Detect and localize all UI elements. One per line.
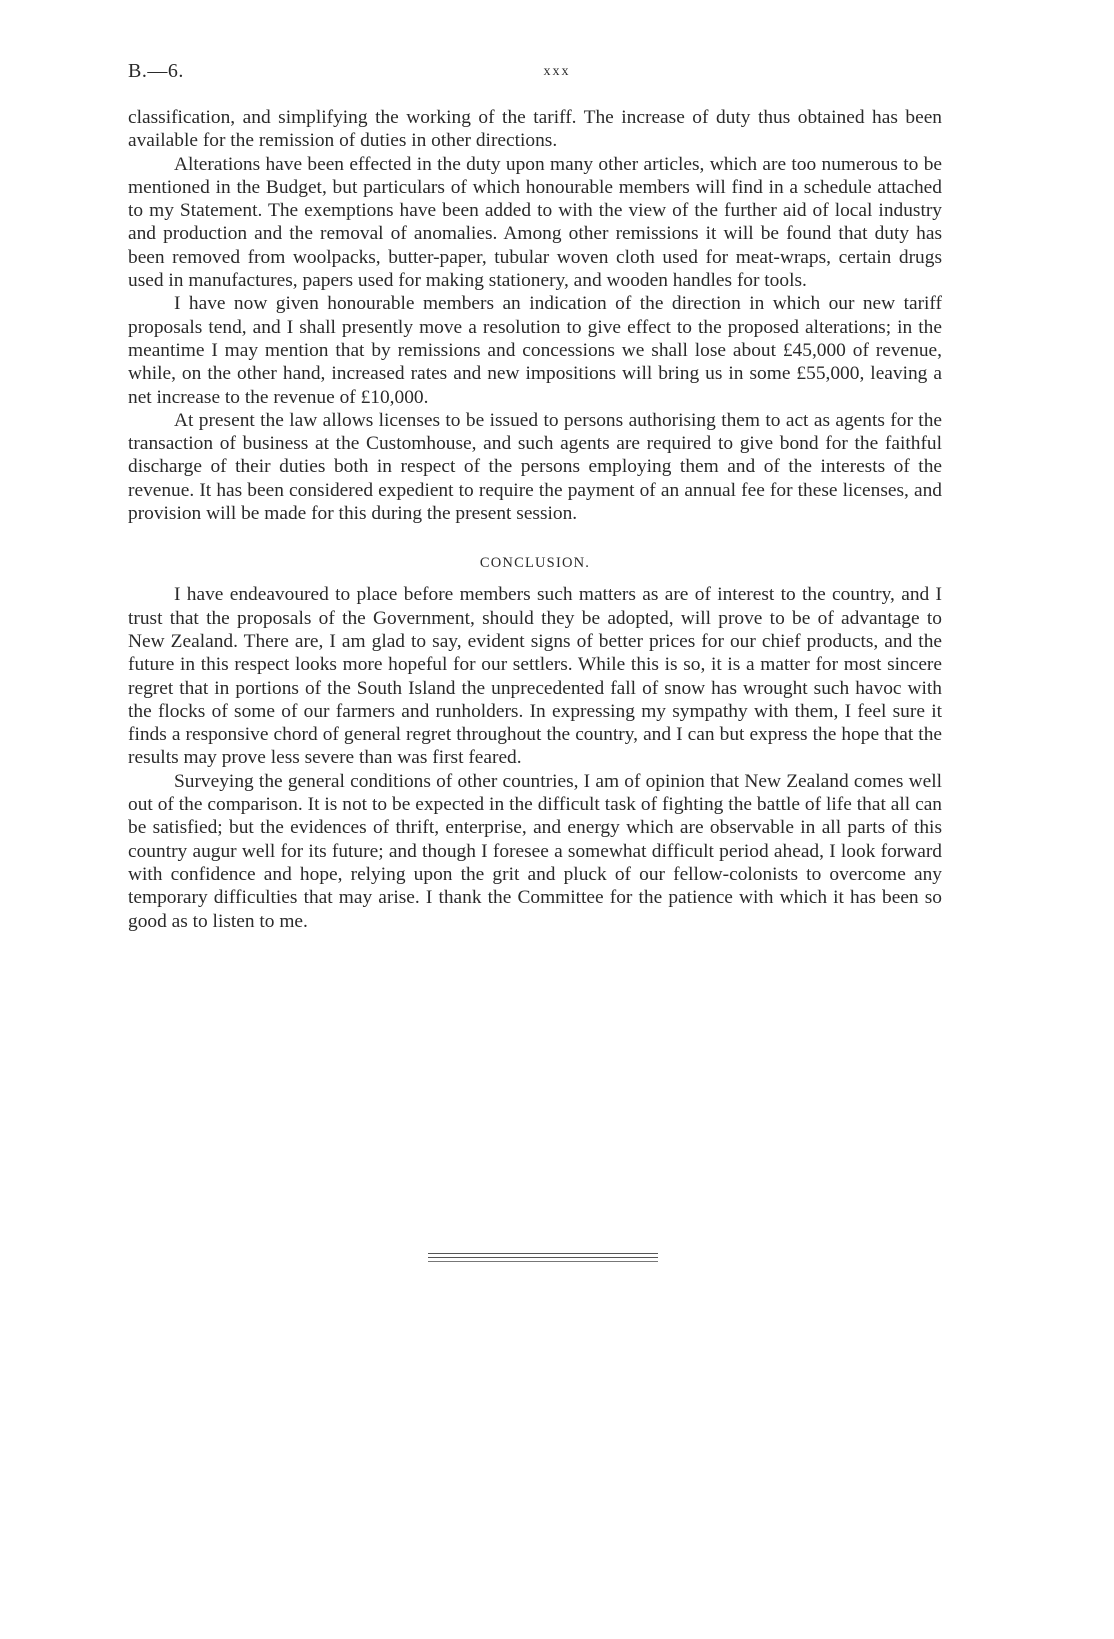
page-header bbox=[0, 58, 1114, 88]
document-reference: B.—6. bbox=[128, 60, 184, 82]
paragraph-conclusion-interest: I have endeavoured to place before members such matters as are of interest to the country, and I trust that the proposals of the Government, should they be adopted, will prove to be of advantage to New Zealand. There are, I am glad to say, evident signs of better prices for our chief products, and the future in this respect looks more hopeful for our settlers. While this is so, it is a matter for most sincere regret that in portions of the South Island the unprecedented fall of snow has wrought such havoc with the flocks of some of our farmers and runholders. In expressing my sympathy with them, I feel sure it finds a responsive chord of general regret throughout the country, and I can but express the hope that the results may prove less severe than was first feared. bbox=[128, 584, 942, 769]
paragraph-tariff-proposals: I have now given honourable members an indication of the direction in which our new tariff proposals tend, and I shall presently move a resolution to give effect to the proposed alterations; in the meantime I may mention that by remissions and concessions we shall lose about £45,000 of revenue, while, on the other hand, increased rates and new impositions will bring us in some £55,000, leaving a net increase to the revenue of £10,000. bbox=[128, 293, 942, 408]
paragraph-conclusion-comparison: Surveying the general conditions of other countries, I am of opinion that New Zealand comes well out of the comparison. It is not to be expected in the difficult task of fighting the battle of life that all can be satisfied; but the evidences of thrift, enterprise, and energy which are observable in all parts of this country augur well for its future; and though I foresee a somewhat difficult period ahead, I look forward with confidence and hope, relying upon the grit and pluck of our fellow-colonists to overcome any temporary difficulties that may arise. I thank the Committee for the patience with which it has been so good as to listen to me. bbox=[128, 770, 942, 932]
paragraph-alterations: Alterations have been effected in the duty upon many other articles, which are too numerous to be mentioned in the Budget, but particulars of which honourable members will find in a schedule attached to my Statement. The exemptions have been added to with the view of the further aid of local industry and production and the removal of anomalies. Among other remissions it will be found that duty has been removed from woolpacks, butter-paper, tubular woven cloth used for meat-wraps, certain drugs used in manufactures, papers used for making stationery, and wooden handles for tools. bbox=[128, 153, 942, 292]
page-number: xxx bbox=[543, 64, 571, 79]
body-text bbox=[128, 106, 942, 933]
section-heading-conclusion: CONCLUSION. bbox=[479, 555, 591, 572]
end-rule-divider bbox=[428, 1253, 658, 1262]
paragraph-tariff-classification: classification, and simplifying the working of the tariff. The increase of duty thus obtained has been available for the remission of duties in other directions. bbox=[128, 107, 942, 152]
paragraph-customhouse-licenses: At present the law allows licenses to be issued to persons authorising them to act as agents for the transaction of business at the Customhouse, and such agents are required to give bond for the faithful discharge of their duties both in respect of the persons employing them and of the interests of the revenue. It has been considered expedient to require the payment of an annual fee for these licenses, and provision will be made for this during the present session. bbox=[128, 409, 942, 525]
